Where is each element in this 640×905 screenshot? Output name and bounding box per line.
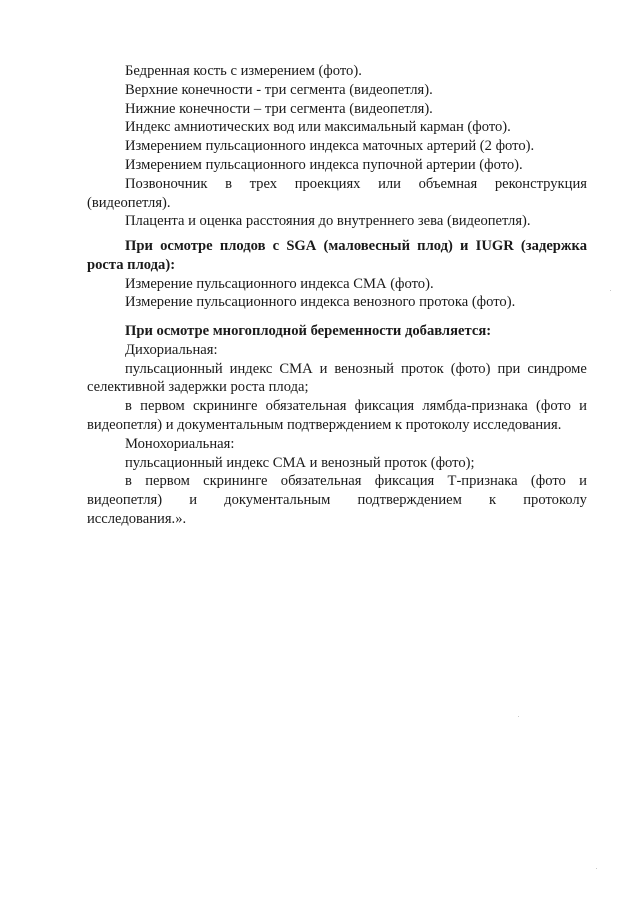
scan-speck <box>518 716 519 717</box>
list-item-tail: видеопетля) и документальным подтверждением к протоколу исследования. <box>87 416 562 433</box>
list-item <box>87 360 587 379</box>
spine-line-tail: (видеопетля). <box>87 194 171 211</box>
list-item-tail: селективной задержки роста плода; <box>87 379 309 396</box>
word: плод) <box>417 238 453 254</box>
list-item: Измерение пульсационного индекса СМА (фото). <box>125 275 434 292</box>
word: Т-признака <box>447 473 518 490</box>
list-item: Верхние конечности - три сегмента (видеопетля). <box>125 81 433 98</box>
list-item: Измерением пульсационного индекса пупочной артерии (фото). <box>125 156 523 173</box>
word: пульсационный <box>125 360 223 377</box>
list-item: Индекс амниотических вод или максимальный карман (фото). <box>125 119 511 136</box>
word: в <box>125 473 132 490</box>
list-item-tail: исследования.». <box>87 510 187 527</box>
list-item <box>87 472 587 491</box>
word: (маловесный <box>323 238 410 254</box>
word: или <box>378 175 401 192</box>
word: фиксация <box>374 473 435 490</box>
word: протоколу <box>523 492 587 509</box>
word: первом <box>140 398 185 415</box>
list-item <box>87 397 587 416</box>
sga-iugr-section <box>87 237 587 312</box>
list-item: Измерением пульсационного индекса маточных артерий (2 фото). <box>125 138 535 155</box>
word: в <box>225 175 232 192</box>
word: скрининге <box>193 398 258 415</box>
section-heading <box>87 237 587 256</box>
word: первом <box>145 473 190 490</box>
word: лямбда-признака <box>422 398 528 415</box>
spine-line <box>87 175 587 194</box>
word: документальным <box>224 492 331 509</box>
word: скрининге <box>203 473 268 490</box>
word: с <box>272 238 280 254</box>
word: и <box>460 238 469 254</box>
section-heading: При осмотре многоплодной беременности добавляется: <box>125 323 492 339</box>
multiple-pregnancy-section <box>87 322 587 529</box>
scan-speck <box>596 868 597 869</box>
word: объемная <box>418 175 478 192</box>
word: трех <box>249 175 278 192</box>
word: к <box>489 492 497 509</box>
section-heading-tail: роста плода): <box>87 256 176 273</box>
word: синдроме <box>527 360 587 377</box>
word: и <box>319 360 328 377</box>
protocol-list <box>87 62 587 231</box>
word: плодов <box>219 238 266 254</box>
word: в <box>125 398 132 415</box>
scan-speck <box>610 290 611 291</box>
word: проекциях <box>294 175 361 192</box>
word: и <box>189 492 198 509</box>
word: СМА <box>279 360 313 377</box>
list-item: Бедренная кость с измерением (фото). <box>125 63 362 79</box>
subheading-dichorionic: Дихориальная: <box>125 341 218 358</box>
word: (фото <box>536 398 571 415</box>
word: реконструкция <box>494 175 587 192</box>
word: венозный <box>334 360 394 377</box>
word: (задержка <box>520 238 587 254</box>
subheading-monochorionic: Монохориальная: <box>125 435 235 452</box>
word: проток <box>400 360 444 377</box>
list-item-continuation <box>87 491 587 510</box>
word: (фото <box>530 473 566 490</box>
word: IUGR <box>475 238 514 254</box>
word: и <box>579 398 587 415</box>
list-item: пульсационный индекс СМА и венозный проток (фото); <box>125 454 475 471</box>
word: фиксация <box>354 398 415 415</box>
word: (фото) <box>450 360 491 377</box>
word: обязательная <box>280 473 362 490</box>
word: осмотре <box>160 238 213 254</box>
word: SGA <box>286 238 317 254</box>
word: видеопетля) <box>87 492 163 509</box>
list-item: Нижние конечности – три сегмента (видеопетля). <box>125 100 433 117</box>
list-item: Измерение пульсационного индекса венозного протока (фото). <box>125 294 516 311</box>
word: Позвоночник <box>125 175 208 192</box>
list-item: Плацента и оценка расстояния до внутреннего зева (видеопетля). <box>125 213 531 230</box>
word: подтверждением <box>357 492 462 509</box>
word: обязательная <box>265 398 347 415</box>
word: и <box>579 473 587 490</box>
word: индекс <box>229 360 273 377</box>
word: При <box>125 238 153 254</box>
word: при <box>497 360 521 377</box>
